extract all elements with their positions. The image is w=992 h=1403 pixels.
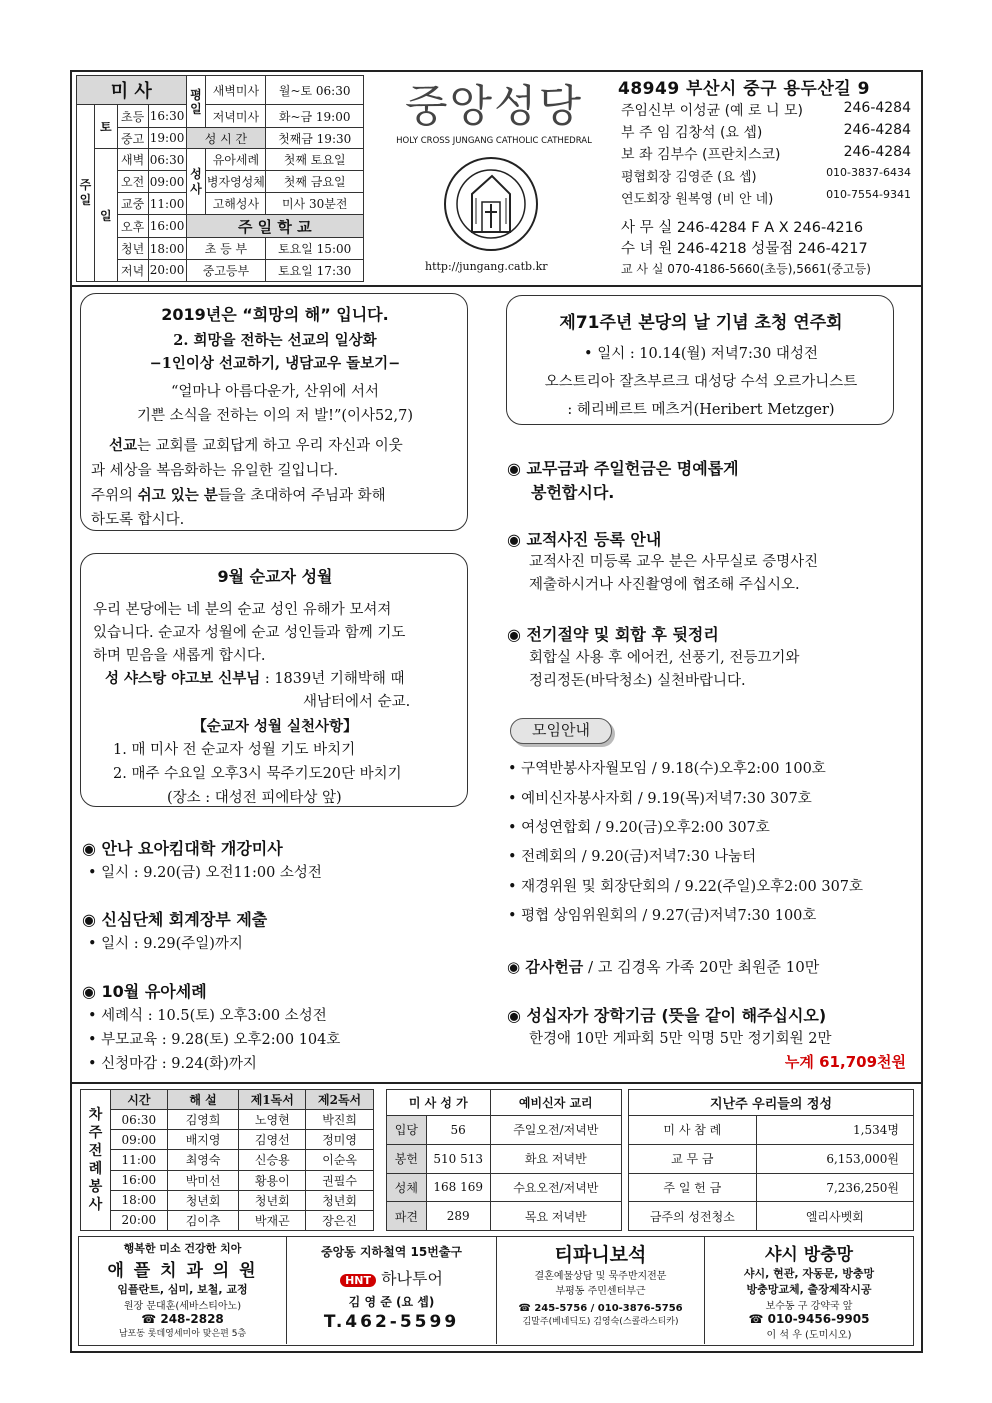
duty-cell: 청년회 (167, 1190, 239, 1210)
concert-line: : 헤리베르트 메츠거(Heribert Metzger) (567, 402, 835, 418)
offering-label: 주 일 헌 금 (629, 1173, 757, 1202)
staff-row (621, 100, 921, 122)
staff-role: 보 좌 (621, 147, 653, 163)
ad-text: 방충망교체, 출장제작시공 (746, 1283, 872, 1296)
martyr-text: 하며 믿음을 새롭게 합시다. (93, 648, 266, 664)
concert-box (506, 295, 894, 425)
duty-cell: 노영현 (239, 1110, 306, 1130)
sacrament-label: 성사 (186, 149, 206, 215)
right-item-line: 회합실 사용 후 에어컨, 선풍기, 전등끄기와 (529, 650, 800, 666)
ad-title: 티파니보석 (554, 1244, 647, 1266)
mass-cell: 유아세례 (206, 149, 266, 171)
mass-cell: 미사 30분전 (266, 193, 364, 215)
mass-cell: 토요일 17:30 (266, 259, 364, 281)
mass-cell: 18:00 (148, 238, 186, 260)
mass-cell: 토요일 15:00 (266, 238, 364, 260)
duty-cell: 18:00 (110, 1190, 167, 1210)
concert-title: 제71주년 본당의 날 기념 초청 연주회 (559, 313, 843, 333)
staff-phone: 246-4284 (843, 144, 911, 160)
ad-jewelry (497, 1237, 705, 1344)
mass-cell: 오후 (117, 215, 148, 238)
offering-table (628, 1089, 914, 1231)
staff-name: 원복영 (비 안 네) (675, 192, 774, 207)
catechism-header: 예비신자 교리 (490, 1090, 621, 1116)
martyr-saint-desc: 새남터에서 순교. (303, 694, 411, 710)
offering-value: 7,236,250원 (756, 1173, 913, 1202)
mass-cell: 새벽미사 (206, 76, 266, 105)
hymn-number: 168 169 (426, 1173, 490, 1202)
duty-cell: 20:00 (110, 1210, 167, 1230)
duty-cell: 황용이 (239, 1170, 306, 1190)
duty-cell: 정미영 (306, 1130, 374, 1150)
ad-phone: ☎ 245-5756 / 010-3876-5756 (518, 1303, 683, 1314)
ad-text: 임플란트, 심미, 보철, 교정 (117, 1283, 248, 1296)
martyr-saint (105, 667, 404, 688)
church-url[interactable]: http://jungang.catb.kr (425, 260, 548, 273)
duty-cell: 11:00 (110, 1150, 167, 1170)
offering-value: 엘리사벳회 (756, 1202, 913, 1231)
staff-role: 주임신부 (621, 103, 676, 119)
martyr-month-box (80, 553, 468, 807)
hope-emphasis: 선교 (109, 437, 138, 454)
duty-cell: 김영희 (167, 1110, 239, 1130)
duty-cell: 최영숙 (167, 1150, 239, 1170)
ad-title: 샤시 방충망 (764, 1245, 854, 1265)
staff-name: 이성균 (예 로 니 모) (679, 103, 803, 119)
weekday-label: 평일 (186, 76, 206, 128)
duty-cell: 신승용 (239, 1150, 306, 1170)
right-item-line: 제출하시거나 사진촬영에 협조해 주십시오. (529, 577, 800, 593)
hymn-number: 56 (426, 1116, 490, 1145)
ad-text: 남포동 롯데영세미아 맞은편 5층 (118, 1329, 247, 1339)
special-label: 성 시 간 (186, 128, 266, 149)
mass-cell: 16:00 (148, 215, 186, 238)
ad-title: 애 플 치 과 의 원 (107, 1261, 258, 1281)
mass-cell: 19:00 (148, 128, 186, 149)
hymn-label: 성체 (387, 1173, 427, 1202)
mass-cell: 첫째 토요일 (266, 149, 364, 171)
duty-cell: 김이추 (167, 1210, 239, 1230)
mass-cell: 교중 (117, 193, 148, 215)
il-label: 일 (94, 149, 117, 282)
hope-paragraph (109, 434, 403, 455)
mass-cell: 중고등부 (186, 259, 266, 281)
catechism-class: 목요 저녁반 (490, 1202, 621, 1231)
duty-cell: 청년회 (239, 1190, 306, 1210)
ad-phone: ☎ 010-9456-9905 (748, 1312, 870, 1326)
mass-cell: 저녁미사 (206, 105, 266, 128)
church-english-name: HOLY CROSS JUNGANG CATHOLIC CATHEDRAL (396, 136, 592, 146)
staff-phone: 246-4284 (843, 122, 911, 138)
right-item-title: ◉ 전기절약 및 회합 후 뒷정리 (507, 625, 719, 644)
hope-year-box (80, 293, 468, 531)
catechism-class: 수요오전/저녁반 (490, 1173, 621, 1202)
office-phone: 사 무 실 246-4284 F A X 246-4216 (621, 220, 864, 236)
duty-cell: 청년회 (306, 1190, 374, 1210)
meeting-item: • 재경위원 및 회장단회의 / 9.22(주일)오후2:00 307호 (508, 879, 864, 895)
duty-cell: 박미선 (167, 1170, 239, 1190)
meeting-item: • 평협 상임위원회의 / 9.27(금)저녁7:30 100호 (508, 908, 817, 924)
thanks-offering (507, 956, 819, 977)
left-item-line: • 세례식 : 10.5(토) 오후3:00 소성전 (88, 1008, 327, 1024)
mass-cell: 20:00 (148, 259, 186, 281)
meeting-item: • 구역반봉사자월모임 / 9.18(수)오후2:00 100호 (508, 761, 826, 777)
staff-list (621, 100, 921, 210)
ad-window (705, 1237, 913, 1344)
mass-cell: 월~토 06:30 (266, 76, 364, 105)
hope-paragraph-line: 과 세상을 복음화하는 유일한 길입니다. (91, 463, 339, 479)
liturgy-duty-table (80, 1089, 374, 1231)
saturday-label: 토 (94, 105, 117, 149)
hope-subtitle-2: −1인이상 선교하기, 냉담교우 돌보기− (149, 355, 401, 372)
staff-name: 김부수 (프란치스코) (656, 147, 781, 163)
offering-label: 교 무 금 (629, 1144, 757, 1173)
meetings-label: 모임안내 (510, 718, 612, 744)
hymn-number: 289 (426, 1202, 490, 1231)
mass-cell: 초 등 부 (186, 238, 266, 260)
hymn-label: 봉헌 (387, 1144, 427, 1173)
hymn-label: 입당 (387, 1116, 427, 1145)
martyr-practice-place: (장소 : 대성전 피에타상 앞) (167, 790, 342, 806)
duty-cell: 06:30 (110, 1110, 167, 1130)
left-item-line: • 부모교육 : 9.28(토) 오후2:00 104호 (88, 1032, 341, 1048)
saint-desc: : 1839년 기해박해 때 (260, 671, 405, 687)
mass-cell: 청년 (117, 238, 148, 260)
duty-cell: 배지영 (167, 1130, 239, 1150)
duty-cell: 김영선 (239, 1130, 306, 1150)
mass-cell: 고해성사 (206, 193, 266, 215)
ad-text: 결혼예물상담 및 묵주반지전문 (534, 1271, 667, 1282)
catechism-class: 주일오전/저녁반 (490, 1116, 621, 1145)
ad-text: 김 영 준 (요 셉) (348, 1295, 435, 1309)
martyr-practice-item: 1. 매 미사 전 순교자 성월 기도 바치기 (113, 742, 356, 758)
mass-cell: 오전 (117, 171, 148, 193)
ad-text: 샤시, 현관, 자동문, 방충망 (743, 1267, 875, 1280)
right-item-title: ◉ 교적사진 등록 안내 (507, 530, 662, 549)
left-item-line: • 일시 : 9.20(금) 오전11:00 소성전 (88, 865, 322, 881)
duty-cell: 이순옥 (306, 1150, 374, 1170)
staff-name: 김영준 (요 셉) (675, 170, 757, 185)
staff-phone: 010-3837-6434 (826, 166, 911, 179)
duty-cell: 박진희 (306, 1110, 374, 1130)
staff-row (621, 122, 921, 144)
hope-paragraph-line: 하도록 합시다. (91, 512, 185, 528)
left-item-title: ◉ 안나 요아킴대학 개강미사 (82, 839, 283, 858)
header-divider (70, 285, 923, 287)
duty-cell: 권필수 (306, 1170, 374, 1190)
martyr-practice-title: 【순교자 성월 실천사항】 (192, 718, 358, 735)
scholarship-title: ◉ 성십자가 장학기금 (뜻을 같이 해주십시오) (507, 1006, 827, 1025)
thanks-text: / 고 김경옥 가족 20만 최원준 10만 (583, 958, 820, 976)
mass-cell: 06:30 (148, 149, 186, 171)
catechism-class: 화요 저녁반 (490, 1144, 621, 1173)
ad-text: 김말주(베네딕도) 김영숙(스콜라스티카) (522, 1317, 679, 1327)
duty-header: 제2독서 (306, 1090, 374, 1110)
staff-row (621, 166, 921, 188)
duty-header: 해 설 (167, 1090, 239, 1110)
hope-quote-2: 기쁜 소식을 전하는 이의 저 발!”(이사52,7) (137, 408, 413, 424)
convent-phone: 수 녀 원 246-4218 성물점 246-4217 (621, 241, 868, 257)
mass-cell: 초등 (117, 105, 148, 128)
left-item-title: ◉ 신심단체 회계장부 제출 (82, 910, 268, 929)
saint-name: 성 샤스탕 야고보 신부님 (105, 670, 261, 687)
martyr-text: 우리 본당에는 네 분의 순교 성인 유해가 모셔져 (93, 602, 392, 618)
ad-phone: T.462-5599 (323, 1312, 460, 1332)
meeting-item: • 여성연합회 / 9.20(금)오후2:00 307호 (508, 820, 770, 836)
duty-header: 시간 (110, 1090, 167, 1110)
right-item-title-2: 봉헌합시다. (531, 483, 615, 502)
ad-travel (287, 1237, 497, 1344)
mass-cell: 11:00 (148, 193, 186, 215)
church-seal-icon (432, 154, 550, 254)
hymn-catechism-table (386, 1089, 622, 1231)
hope-text: 들을 초대하여 주님과 화해 (217, 488, 386, 504)
ad-text: 행복한 미소 건강한 치아 (123, 1242, 242, 1255)
duty-cell: 09:00 (110, 1130, 167, 1150)
meeting-item: • 예비신자봉사자회 / 9.19(목)저녁7:30 307호 (508, 791, 812, 807)
mass-cell: 16:30 (148, 105, 186, 128)
mass-cell: 화~금 19:00 (266, 105, 364, 128)
ad-text: 원장 문대훈(세바스티아노) (123, 1301, 242, 1312)
concert-line: 오스트리아 잘츠부르크 대성당 수석 오르가니스트 (544, 374, 858, 390)
offering-label: 미 사 참 례 (629, 1116, 757, 1145)
offering-title: 지난주 우리들의 정성 (629, 1090, 914, 1116)
ad-text: 부평동 주민센터부근 (555, 1286, 646, 1297)
mass-cell: 09:00 (148, 171, 186, 193)
right-item-line: 교적사진 미등록 교우 분은 사무실로 증명사진 (529, 554, 819, 570)
hope-quote: “얼마나 아름다운가, 산위에 서서 (171, 384, 379, 400)
hope-subtitle: 2. 희망을 전하는 선교의 일상화 (173, 332, 377, 349)
special-value: 첫째금 19:30 (266, 128, 364, 149)
hope-paragraph-line (91, 484, 386, 505)
hymn-number: 510 513 (426, 1144, 490, 1173)
martyr-title: 9월 순교자 성월 (217, 567, 333, 586)
teacher-phone: 교 사 실 070-4186-5660(초등),5661(중고등) (621, 262, 871, 276)
offering-value: 1,534명 (756, 1116, 913, 1145)
left-item-title: ◉ 10월 유아세례 (82, 982, 207, 1001)
hymn-header: 미 사 성 가 (387, 1090, 491, 1116)
church-address: 48949 부산시 중구 용두산길 9 (618, 79, 870, 99)
church-name: 중앙성당 (404, 81, 583, 132)
staff-name: 김창석 (요 셉) (674, 125, 763, 141)
ad-text: 이 석 우 (도미시오) (766, 1330, 852, 1341)
ad-phone: ☎ 248-2828 (141, 1312, 224, 1326)
right-item-line: 정리정돈(바닥청소) 실천바랍니다. (529, 673, 746, 689)
duty-header: 제1독서 (239, 1090, 306, 1110)
duty-cell: 박재곤 (239, 1210, 306, 1230)
ad-title: 하나투어 (381, 1269, 443, 1288)
duty-cell: 장은진 (306, 1210, 374, 1230)
hope-title: 2019년은 “희망의 해” 입니다. (161, 305, 389, 324)
meeting-item: • 전례회의 / 9.20(금)저녁7:30 나눔터 (508, 849, 757, 865)
hope-emphasis: 쉬고 있는 분 (137, 487, 218, 504)
footer-divider (70, 1082, 923, 1084)
hanatour-logo-icon: HNT (340, 1274, 376, 1287)
offering-label: 금주의 성전청소 (629, 1202, 757, 1231)
staff-row (621, 188, 921, 210)
right-item-title: ◉ 교무금과 주일헌금은 명예롭게 (507, 459, 739, 478)
ad-text: 보수동 구 강약국 앞 (765, 1301, 853, 1312)
staff-row (621, 144, 921, 166)
staff-role: 연도회장 (621, 192, 672, 207)
ad-text: 중앙동 지하철역 15번출구 (321, 1245, 462, 1259)
mass-cell: 중고 (117, 128, 148, 149)
ads-row (78, 1236, 914, 1346)
thanks-title: ◉ 감사헌금 (507, 958, 584, 976)
mass-cell: 병자영성체 (206, 171, 266, 193)
ad-dental (79, 1237, 287, 1344)
offering-value: 6,153,000원 (756, 1144, 913, 1173)
duty-cell: 16:00 (110, 1170, 167, 1190)
mass-cell: 첫째 금요일 (266, 171, 364, 193)
mass-cell: 새벽 (117, 149, 148, 171)
hope-text: 는 교회를 교회답게 하고 우리 자신과 이웃 (137, 438, 403, 454)
school-title: 주 일 학 교 (186, 215, 363, 238)
mass-schedule-table (76, 75, 364, 282)
staff-role: 부 주 임 (621, 125, 671, 141)
sunday-label: 주일 (79, 178, 92, 208)
staff-phone: 246-4284 (843, 100, 911, 116)
scholarship-donors: 한경애 10만 게파회 5만 익명 5만 정기회원 2만 (529, 1031, 832, 1047)
hymn-label: 파견 (387, 1202, 427, 1231)
duty-side-label: 차주전례봉사 (81, 1090, 111, 1231)
staff-role: 평협회장 (621, 170, 672, 185)
left-item-line: • 일시 : 9.29(주일)까지 (88, 936, 243, 952)
mass-cell: 저녁 (117, 259, 148, 281)
martyr-text: 있습니다. 순교자 성월에 순교 성인들과 함께 기도 (93, 625, 406, 641)
left-item-line: • 신청마감 : 9.24(화)까지 (88, 1056, 257, 1072)
scholarship-total: 누계 61,709천원 (784, 1053, 906, 1071)
concert-line: • 일시 : 10.14(월) 저녁7:30 대성전 (584, 346, 818, 362)
mass-title: 미 사 (77, 76, 187, 105)
martyr-practice-item: 2. 매주 수요일 오후3시 묵주기도20단 바치기 (113, 766, 402, 782)
staff-phone: 010-7554-9341 (826, 188, 911, 201)
hope-text: 주위의 (91, 488, 138, 504)
